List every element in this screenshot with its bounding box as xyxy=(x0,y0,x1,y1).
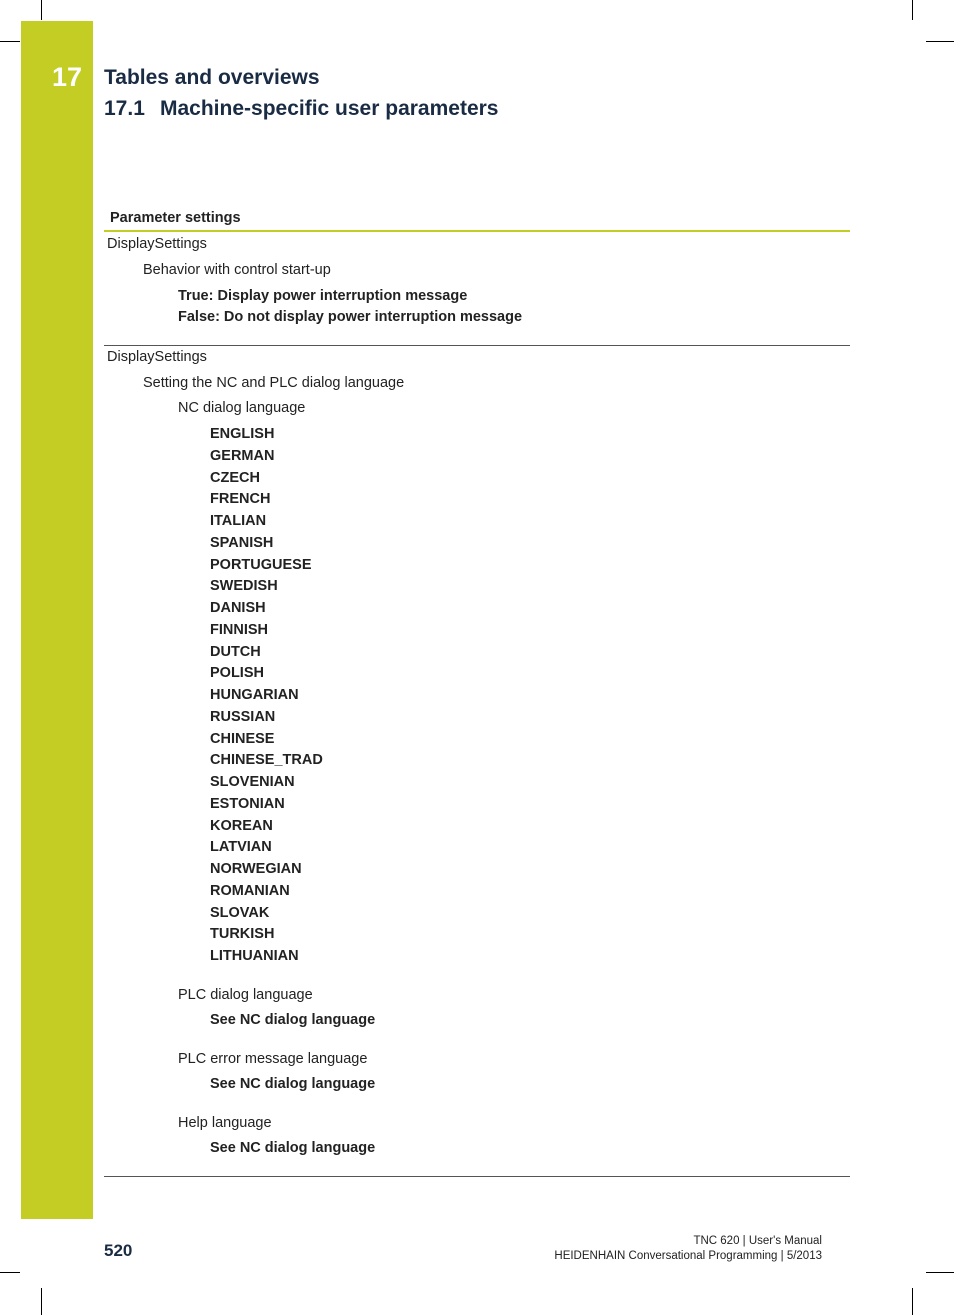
language-option: DANISH xyxy=(210,600,266,616)
language-list xyxy=(104,426,850,970)
section-title-text: Machine-specific user parameters xyxy=(160,97,499,120)
parameter-block-language xyxy=(104,346,850,1177)
language-option: ROMANIAN xyxy=(210,882,290,899)
language-option: DUTCH xyxy=(210,643,261,660)
language-option: HUNGARIAN xyxy=(210,687,299,703)
language-option: SPANISH xyxy=(210,534,274,551)
parameter-name: Behavior with control start-up xyxy=(143,262,331,278)
language-option: CZECH xyxy=(210,469,260,486)
language-option: RUSSIAN xyxy=(210,708,276,725)
chapter-number: 17 xyxy=(52,62,83,92)
parameter-name: Setting the NC and PLC dialog language xyxy=(143,375,405,391)
crop-mark xyxy=(912,1288,913,1315)
language-option: GERMAN xyxy=(210,447,275,464)
chapter-sidebar xyxy=(21,21,93,1219)
footer-info xyxy=(554,1234,822,1264)
language-option: CHINESE xyxy=(210,730,275,747)
page-number: 520 xyxy=(104,1241,133,1260)
plc-error-label: PLC error message language xyxy=(178,1050,368,1067)
language-option: PORTUGUESE xyxy=(210,556,312,573)
value-option: True: Display power interruption message xyxy=(178,288,468,304)
language-option: SWEDISH xyxy=(210,578,278,595)
crop-mark xyxy=(926,1272,954,1273)
crop-mark xyxy=(0,41,20,42)
section-number: 17.1 xyxy=(104,97,145,120)
help-language-label: Help language xyxy=(178,1114,272,1131)
nc-dialog-label: NC dialog language xyxy=(178,400,306,416)
language-option: ENGLISH xyxy=(210,426,275,442)
crop-mark xyxy=(0,1272,20,1273)
language-option: SLOVENIAN xyxy=(210,774,295,790)
chapter-title: Tables and overviews xyxy=(104,66,320,89)
language-option: CHINESE_TRAD xyxy=(210,752,323,769)
group-name: DisplaySettings xyxy=(107,236,207,252)
plc-dialog-value: See NC dialog language xyxy=(210,1011,376,1028)
language-option: KOREAN xyxy=(210,817,273,834)
table-header: Parameter settings xyxy=(104,205,850,232)
language-option: ITALIAN xyxy=(210,513,267,529)
crop-mark xyxy=(41,0,42,20)
language-option: POLISH xyxy=(210,665,264,682)
help-language-value: See NC dialog language xyxy=(210,1139,376,1156)
plc-dialog-label: PLC dialog language xyxy=(178,986,313,1003)
language-option: LITHUANIAN xyxy=(210,948,299,964)
language-option: ESTONIAN xyxy=(210,795,285,812)
language-option: TURKISH xyxy=(210,926,275,943)
footer-publisher: HEIDENHAIN Conversational Programming | 5/2013 xyxy=(554,1250,822,1262)
parameter-table xyxy=(104,205,850,1177)
crop-mark xyxy=(41,1288,42,1315)
language-option: FRENCH xyxy=(210,491,271,508)
section-title xyxy=(104,97,498,121)
language-option: NORWEGIAN xyxy=(210,861,302,877)
crop-mark xyxy=(926,41,954,42)
value-option: False: Do not display power interruption message xyxy=(178,309,523,325)
language-option: FINNISH xyxy=(210,621,268,638)
group-name: DisplaySettings xyxy=(107,349,207,365)
language-option: SLOVAK xyxy=(210,904,270,921)
crop-mark xyxy=(912,0,913,20)
language-option: LATVIAN xyxy=(210,839,272,856)
plc-error-value: See NC dialog language xyxy=(210,1075,376,1092)
footer-manual: TNC 620 | User's Manual xyxy=(693,1235,822,1247)
parameter-block-startup xyxy=(104,232,850,346)
